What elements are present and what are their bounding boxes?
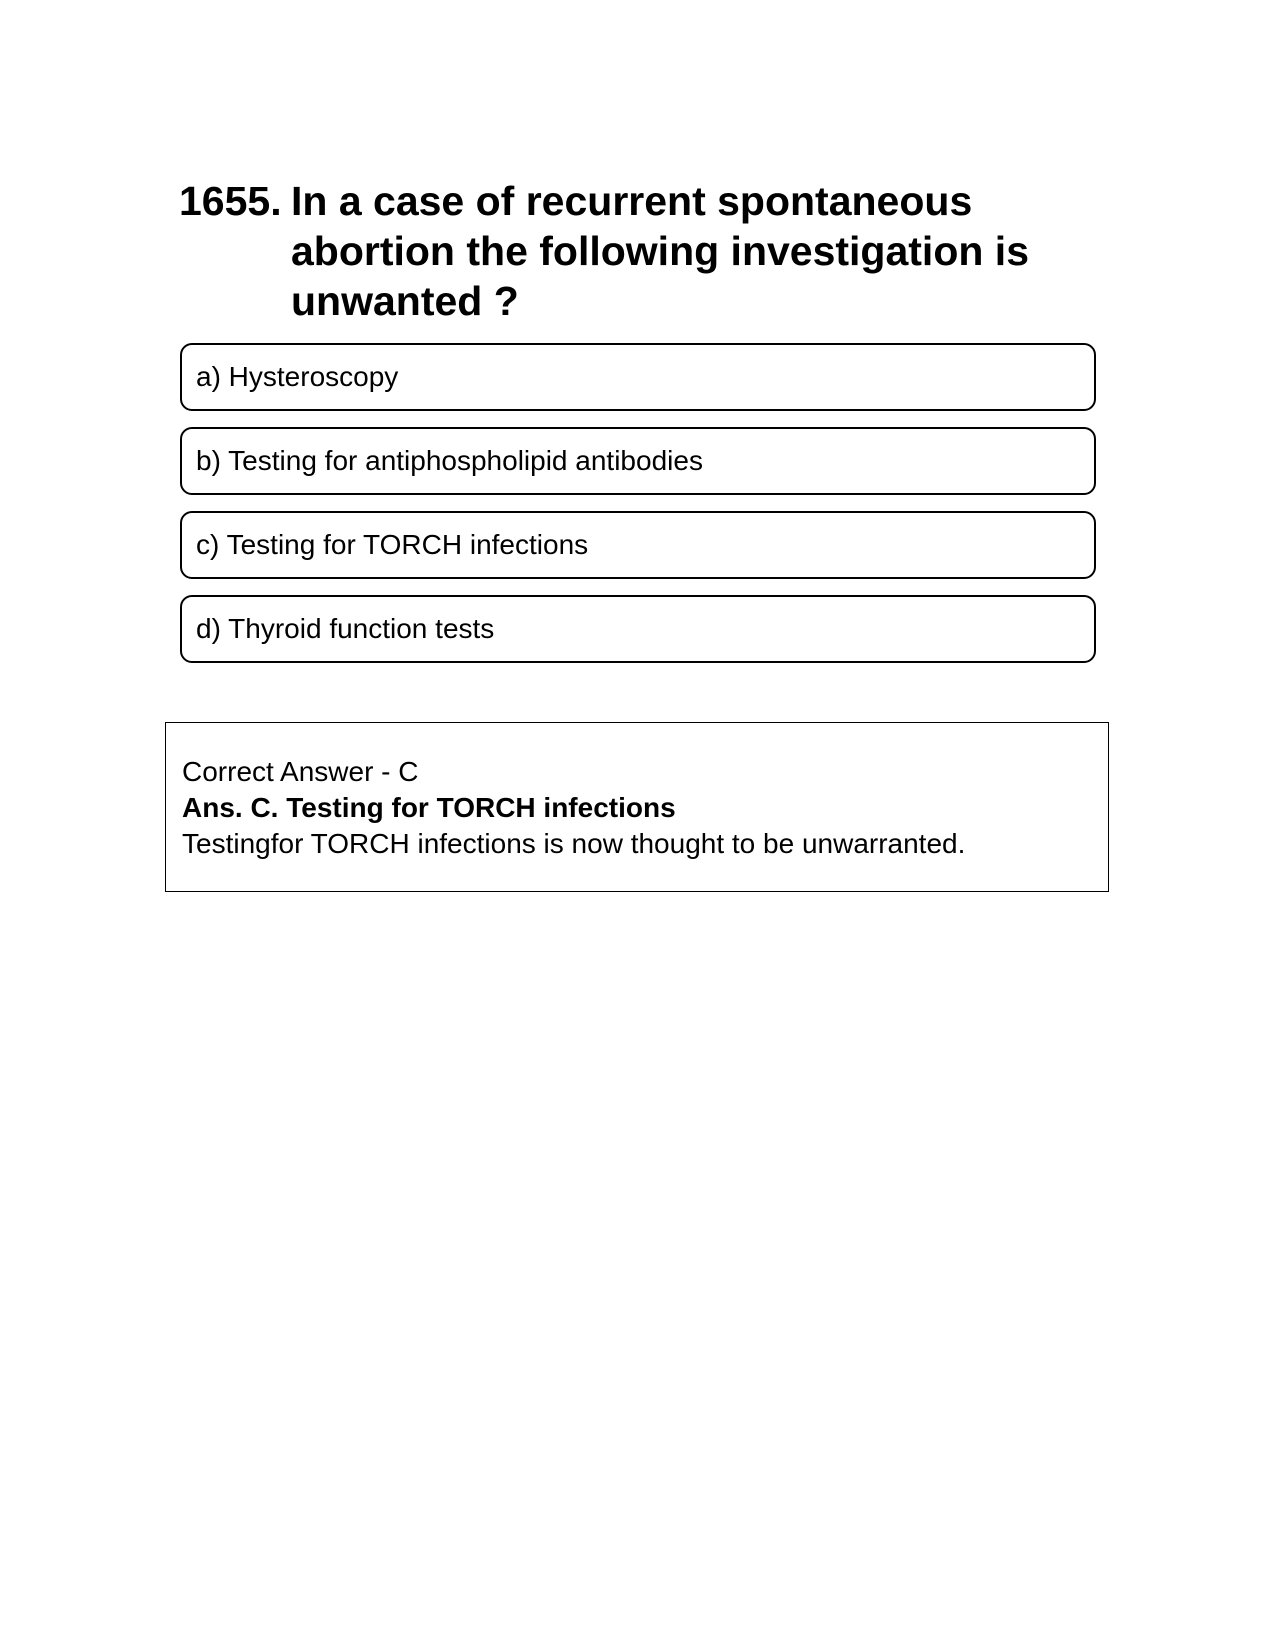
option-d[interactable]: d) Thyroid function tests <box>180 595 1096 663</box>
options-list <box>180 343 1096 679</box>
answer-explanation: Testingfor TORCH infections is now thought to be unwarranted. <box>182 828 966 859</box>
answer-title: Ans. C. Testing for TORCH infections <box>182 792 676 823</box>
question-text: In a case of recurrent spontaneous abortion the following investigation is unwanted ? <box>291 178 1029 324</box>
answer-box <box>165 722 1109 892</box>
question-block <box>179 176 1099 326</box>
option-b[interactable]: b) Testing for antiphospholipid antibodies <box>180 427 1096 495</box>
option-c[interactable]: c) Testing for TORCH infections <box>180 511 1096 579</box>
option-a[interactable]: a) Hysteroscopy <box>180 343 1096 411</box>
correct-answer-line: Correct Answer - C <box>182 756 419 787</box>
question-number: 1655. <box>179 178 282 224</box>
